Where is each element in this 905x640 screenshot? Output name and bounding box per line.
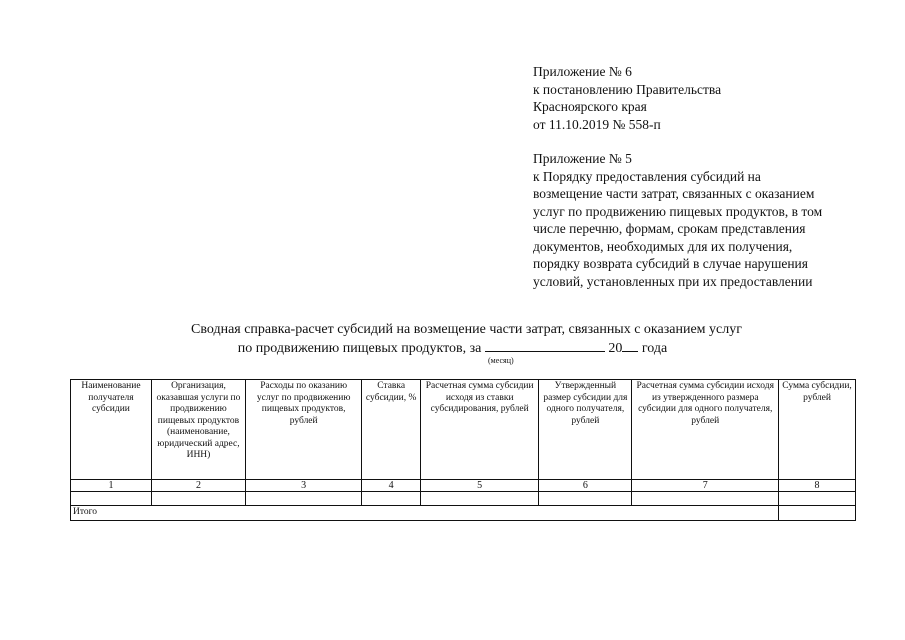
annex-6-block	[533, 63, 721, 133]
header-cell: Сумма субсидии, рублей	[779, 380, 856, 480]
title-prefix: по продвижению пищевых продуктов, за	[237, 341, 482, 356]
header-cell: Организация, оказавшая услуги по продвижению пищевых продуктов (наименование, юридический адрес, ИНН)	[151, 380, 245, 480]
annex-5-line: числе перечню, формам, срокам представления	[533, 221, 806, 236]
month-blank-field[interactable]	[485, 339, 605, 352]
annex-6-line: Приложение № 6	[533, 64, 632, 79]
data-cell[interactable]	[539, 492, 632, 506]
annex-5-line: документов, необходимых для их получения,	[533, 238, 793, 254]
annex-6-line: Красноярского края	[533, 99, 647, 114]
header-cell: Наименование получателя субсидии	[71, 380, 152, 480]
annex-5-line: к Порядку предоставления субсидий на	[533, 168, 761, 184]
data-cell[interactable]	[246, 492, 362, 506]
total-label: Итого	[71, 506, 779, 521]
month-caption: (месяц)	[488, 356, 514, 365]
total-value-cell[interactable]	[779, 506, 856, 521]
column-number: 1	[71, 480, 152, 492]
data-cell[interactable]	[779, 492, 856, 506]
header-cell: Ставка субсидии, %	[362, 380, 421, 480]
document-title-line-2	[0, 339, 905, 358]
column-number: 4	[362, 480, 421, 492]
header-row	[71, 380, 856, 480]
column-number-row	[71, 480, 856, 492]
header-cell: Утвержденный размер субсидии для одного получателя, рублей	[539, 380, 632, 480]
column-number: 8	[779, 480, 856, 492]
column-number: 7	[632, 480, 779, 492]
column-number: 5	[421, 480, 539, 492]
annex-5-line: Приложение № 5	[533, 151, 632, 166]
document-title-line-1: Сводная справка-расчет субсидий на возмещение части затрат, связанных с оказанием услуг	[191, 322, 742, 337]
data-cell[interactable]	[362, 492, 421, 506]
column-number: 2	[151, 480, 245, 492]
title-year: 20	[608, 341, 623, 356]
data-cell[interactable]	[421, 492, 539, 506]
annex-6-line: от 11.10.2019 № 558-п	[533, 116, 661, 132]
annex-5-block	[533, 150, 822, 290]
header-cell: Расходы по оказанию услуг по продвижению пищевых продуктов, рублей	[246, 380, 362, 480]
subsidy-table	[70, 379, 856, 521]
data-row	[71, 492, 856, 506]
data-cell[interactable]	[71, 492, 152, 506]
year-blank-field[interactable]	[622, 339, 638, 352]
header-cell: Расчетная сумма субсидии исходя из утвержденного размера субсидии для одного получателя, рублей	[632, 380, 779, 480]
annex-5-line: возмещение части затрат, связанных с оказанием	[533, 186, 815, 201]
header-cell: Расчетная сумма субсидии исходя из ставки субсидирования, рублей	[421, 380, 539, 480]
title-suffix: года	[641, 341, 668, 356]
annex-5-line: порядку возврата субсидий в случае нарушения	[533, 256, 808, 271]
column-number: 3	[246, 480, 362, 492]
total-row	[71, 506, 856, 521]
data-cell[interactable]	[632, 492, 779, 506]
annex-5-line: услуг по продвижению пищевых продуктов, в том	[533, 203, 823, 219]
annex-5-line: условий, установленных при их предоставлении	[533, 273, 813, 289]
data-cell[interactable]	[151, 492, 245, 506]
annex-6-line: к постановлению Правительства	[533, 81, 722, 97]
column-number: 6	[539, 480, 632, 492]
